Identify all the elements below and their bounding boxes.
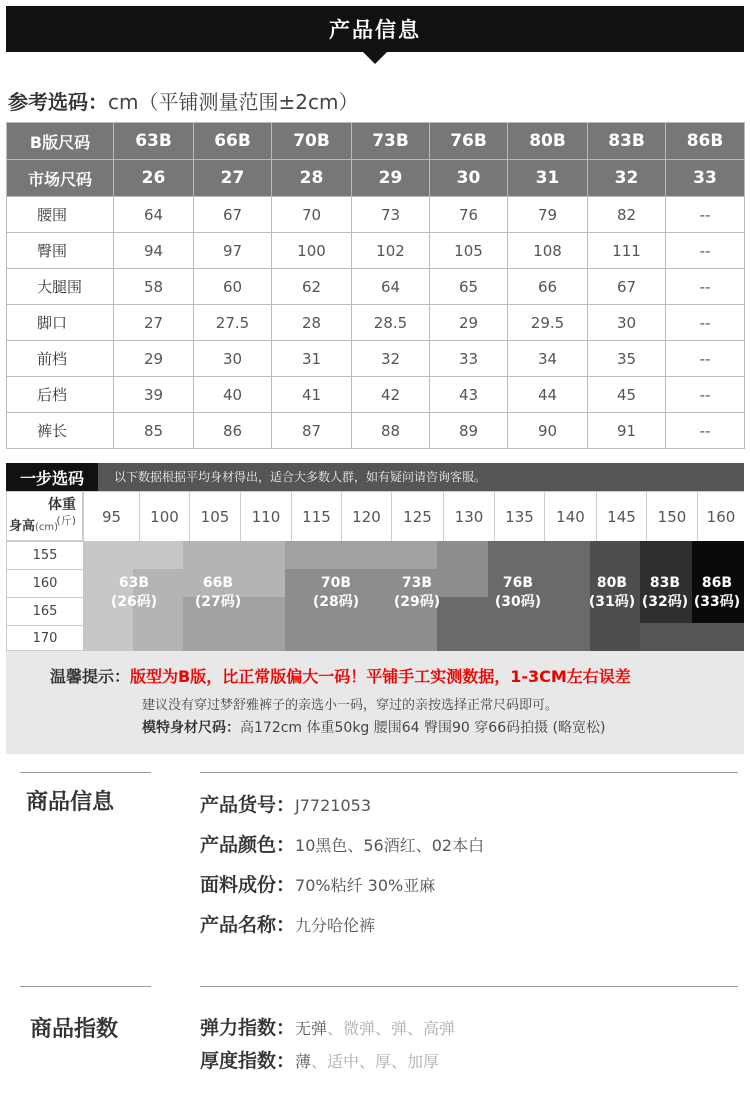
product-info-title: 商品信息 bbox=[26, 790, 115, 815]
zone-market-size: (27码) bbox=[194, 594, 242, 610]
info-key: 产品名称： bbox=[200, 914, 296, 936]
table-cell: 29 bbox=[430, 305, 508, 341]
zone-market-size: (29码) bbox=[393, 594, 441, 610]
section-banner bbox=[6, 6, 744, 52]
size-zone-label bbox=[94, 574, 174, 612]
table-cell: 66B bbox=[194, 123, 272, 160]
zone-market-size: (30码) bbox=[494, 594, 542, 610]
table-cell: 63B bbox=[114, 123, 194, 160]
info-row-name bbox=[200, 910, 375, 937]
zone-size: 63B bbox=[118, 575, 150, 591]
measure-row bbox=[7, 413, 745, 449]
height-axis-label: 身高 bbox=[9, 519, 36, 534]
table-cell: 30 bbox=[194, 341, 272, 377]
size-zone bbox=[133, 541, 183, 569]
divider bbox=[200, 986, 738, 987]
table-cell: 85 bbox=[114, 413, 194, 449]
table-cell: 29.5 bbox=[508, 305, 588, 341]
table-cell: 33 bbox=[430, 341, 508, 377]
table-cell: 43 bbox=[430, 377, 508, 413]
row-label: 臀围 bbox=[7, 233, 114, 269]
market-size-row bbox=[7, 160, 745, 197]
table-cell: 29 bbox=[352, 160, 430, 197]
weight-axis-label: 体重 bbox=[48, 497, 76, 513]
table-cell: -- bbox=[666, 233, 745, 269]
info-value: 70%粘纤 30%亚麻 bbox=[295, 876, 436, 895]
size-zone bbox=[692, 623, 744, 651]
table-cell: 67 bbox=[588, 269, 666, 305]
weight-header-cell: 135 bbox=[494, 491, 544, 541]
zone-market-size: (28码) bbox=[312, 594, 360, 610]
table-cell: 91 bbox=[588, 413, 666, 449]
table-cell: 31 bbox=[508, 160, 588, 197]
index-key: 厚度指数： bbox=[200, 1050, 296, 1072]
quick-size-tag: 一步选码 bbox=[6, 463, 98, 491]
tip-advice: 建议没有穿过梦舒雅裤子的亲选小一码，穿过的亲按选择正常尺码即可。 bbox=[142, 698, 559, 713]
info-key: 面料成份： bbox=[200, 874, 296, 896]
quick-size-bar bbox=[6, 463, 744, 491]
weight-header-cell: 145 bbox=[596, 491, 646, 541]
table-cell: 30 bbox=[430, 160, 508, 197]
index-row-thickness bbox=[200, 1046, 439, 1073]
tip-warning bbox=[50, 664, 631, 687]
table-cell: 35 bbox=[588, 341, 666, 377]
size-zone bbox=[590, 541, 640, 569]
table-cell: 105 bbox=[430, 233, 508, 269]
table-cell: 30 bbox=[588, 305, 666, 341]
table-cell: 32 bbox=[352, 341, 430, 377]
table-cell: 70 bbox=[272, 197, 352, 233]
quick-size-note: 以下数据根据平均身材得出，适合大多数人群，如有疑问请咨询客服。 bbox=[114, 470, 487, 484]
table-cell: 27 bbox=[194, 160, 272, 197]
size-table bbox=[6, 122, 745, 449]
weight-header-cell: 115 bbox=[291, 491, 341, 541]
index-selected: 无弹 bbox=[295, 1019, 328, 1038]
table-cell: 27.5 bbox=[194, 305, 272, 341]
table-cell: 58 bbox=[114, 269, 194, 305]
table-cell: 86B bbox=[666, 123, 745, 160]
height-row-cell: 170 bbox=[6, 625, 83, 651]
height-row-cell: 165 bbox=[6, 597, 83, 625]
table-cell: 73B bbox=[352, 123, 430, 160]
table-cell: 40 bbox=[194, 377, 272, 413]
reference-label: 参考选码： bbox=[8, 90, 108, 114]
weight-header-cell: 140 bbox=[544, 491, 596, 541]
grid-corner bbox=[6, 491, 83, 541]
info-row-sku bbox=[200, 790, 371, 817]
size-zone-label bbox=[178, 574, 258, 612]
table-cell: 73 bbox=[352, 197, 430, 233]
row-label: 前档 bbox=[7, 341, 114, 377]
size-zone bbox=[285, 541, 437, 569]
weight-axis-unit: (斤) bbox=[56, 514, 76, 527]
product-index-title: 商品指数 bbox=[30, 1017, 119, 1042]
table-cell: 87 bbox=[272, 413, 352, 449]
divider bbox=[20, 986, 151, 987]
measure-row bbox=[7, 197, 745, 233]
weight-header-cell: 130 bbox=[443, 491, 494, 541]
divider bbox=[200, 772, 738, 773]
divider bbox=[20, 772, 151, 773]
table-cell: 83B bbox=[588, 123, 666, 160]
measure-row bbox=[7, 341, 745, 377]
model-value: 高172cm 体重50kg 腰围64 臀围90 穿66码拍摄 (略宽松) bbox=[240, 720, 606, 736]
table-cell: -- bbox=[666, 341, 745, 377]
table-cell: 102 bbox=[352, 233, 430, 269]
weight-header-cell: 105 bbox=[189, 491, 240, 541]
weight-header-cell: 95 bbox=[83, 491, 139, 541]
table-cell: 65 bbox=[430, 269, 508, 305]
table-cell: -- bbox=[666, 269, 745, 305]
measure-row bbox=[7, 233, 745, 269]
tip-model bbox=[142, 717, 605, 737]
table-cell: 100 bbox=[272, 233, 352, 269]
row-label: B版尺码 bbox=[7, 123, 114, 160]
tip-red-text: 版型为B版，比正常版偏大一码！平铺手工实测数据，1-3CM左右误差 bbox=[130, 667, 631, 686]
model-label: 模特身材尺码： bbox=[142, 720, 240, 736]
size-zone-label bbox=[478, 574, 558, 612]
table-cell: 108 bbox=[508, 233, 588, 269]
height-row-cell: 160 bbox=[6, 569, 83, 597]
table-cell: 70B bbox=[272, 123, 352, 160]
info-value: 九分哈伦裤 bbox=[295, 916, 376, 935]
size-zone bbox=[640, 623, 692, 651]
table-cell: 33 bbox=[666, 160, 745, 197]
index-selected: 薄 bbox=[295, 1052, 312, 1071]
table-cell: 42 bbox=[352, 377, 430, 413]
zone-size: 70B bbox=[320, 575, 352, 591]
zone-market-size: (33码) bbox=[693, 594, 741, 610]
table-cell: -- bbox=[666, 305, 745, 341]
reference-note: cm（平铺测量范围±2cm） bbox=[108, 90, 359, 114]
banner-arrow-icon bbox=[363, 52, 387, 64]
height-axis bbox=[9, 515, 58, 534]
table-cell: 41 bbox=[272, 377, 352, 413]
info-row-color bbox=[200, 830, 484, 857]
zone-size: 80B bbox=[596, 575, 628, 591]
table-cell: 28 bbox=[272, 160, 352, 197]
table-cell: 111 bbox=[588, 233, 666, 269]
table-cell: 82 bbox=[588, 197, 666, 233]
row-label: 裤长 bbox=[7, 413, 114, 449]
measure-row bbox=[7, 269, 745, 305]
weight-header-cell: 160 bbox=[697, 491, 744, 541]
measure-row bbox=[7, 305, 745, 341]
table-cell: -- bbox=[666, 413, 745, 449]
table-cell: 34 bbox=[508, 341, 588, 377]
table-cell: 27 bbox=[114, 305, 194, 341]
info-key: 产品货号： bbox=[200, 794, 296, 816]
weight-header-cell: 100 bbox=[139, 491, 189, 541]
table-cell: 32 bbox=[588, 160, 666, 197]
table-cell: 80B bbox=[508, 123, 588, 160]
zone-size: 66B bbox=[202, 575, 234, 591]
info-value: J7721053 bbox=[295, 796, 371, 815]
zone-market-size: (32码) bbox=[641, 594, 689, 610]
table-cell: -- bbox=[666, 377, 745, 413]
row-label: 脚口 bbox=[7, 305, 114, 341]
table-cell: -- bbox=[666, 197, 745, 233]
info-row-fabric bbox=[200, 870, 435, 897]
table-cell: 86 bbox=[194, 413, 272, 449]
table-cell: 89 bbox=[430, 413, 508, 449]
size-zone-label bbox=[296, 574, 376, 612]
row-label: 腰围 bbox=[7, 197, 114, 233]
weight-header-cell: 150 bbox=[646, 491, 697, 541]
reference-line bbox=[8, 86, 358, 115]
table-cell: 66 bbox=[508, 269, 588, 305]
weight-header-cell: 125 bbox=[391, 491, 443, 541]
table-cell: 97 bbox=[194, 233, 272, 269]
height-row-cell: 155 bbox=[6, 541, 83, 569]
info-value: 10黑色、56酒红、02本白 bbox=[295, 836, 485, 855]
table-cell: 90 bbox=[508, 413, 588, 449]
row-label: 后档 bbox=[7, 377, 114, 413]
table-cell: 62 bbox=[272, 269, 352, 305]
zone-size: 73B bbox=[401, 575, 433, 591]
index-options: 、适中、厚、加厚 bbox=[311, 1052, 440, 1071]
zone-market-size: (31码) bbox=[588, 594, 636, 610]
table-cell: 31 bbox=[272, 341, 352, 377]
table-cell: 94 bbox=[114, 233, 194, 269]
height-axis-unit: (cm) bbox=[35, 522, 59, 533]
zone-size: 76B bbox=[502, 575, 534, 591]
table-cell: 45 bbox=[588, 377, 666, 413]
weight-header-cell: 120 bbox=[341, 491, 391, 541]
row-label: 大腿围 bbox=[7, 269, 114, 305]
zone-size: 86B bbox=[701, 575, 733, 591]
table-cell: 64 bbox=[352, 269, 430, 305]
index-key: 弹力指数： bbox=[200, 1017, 296, 1039]
table-cell: 60 bbox=[194, 269, 272, 305]
index-row-elasticity bbox=[200, 1013, 455, 1040]
table-cell: 79 bbox=[508, 197, 588, 233]
table-cell: 76B bbox=[430, 123, 508, 160]
size-zone-label bbox=[677, 574, 750, 612]
zone-market-size: (26码) bbox=[110, 594, 158, 610]
table-cell: 26 bbox=[114, 160, 194, 197]
banner-title: 产品信息 bbox=[329, 18, 421, 42]
table-cell: 39 bbox=[114, 377, 194, 413]
table-cell: 28.5 bbox=[352, 305, 430, 341]
info-key: 产品颜色： bbox=[200, 834, 296, 856]
table-cell: 88 bbox=[352, 413, 430, 449]
table-cell: 28 bbox=[272, 305, 352, 341]
size-chart-grid bbox=[6, 491, 744, 651]
table-cell: 44 bbox=[508, 377, 588, 413]
measure-row bbox=[7, 377, 745, 413]
weight-header-cell: 110 bbox=[240, 491, 291, 541]
zone-size: 83B bbox=[649, 575, 681, 591]
size-zone-label bbox=[377, 574, 457, 612]
row-label: 市场尺码 bbox=[7, 160, 114, 197]
b-size-row bbox=[7, 123, 745, 160]
tip-lead: 温馨提示： bbox=[50, 667, 131, 686]
index-options: 、微弹、弹、高弹 bbox=[327, 1019, 456, 1038]
tips-panel bbox=[6, 651, 744, 754]
table-cell: 67 bbox=[194, 197, 272, 233]
table-cell: 64 bbox=[114, 197, 194, 233]
table-cell: 76 bbox=[430, 197, 508, 233]
table-cell: 29 bbox=[114, 341, 194, 377]
